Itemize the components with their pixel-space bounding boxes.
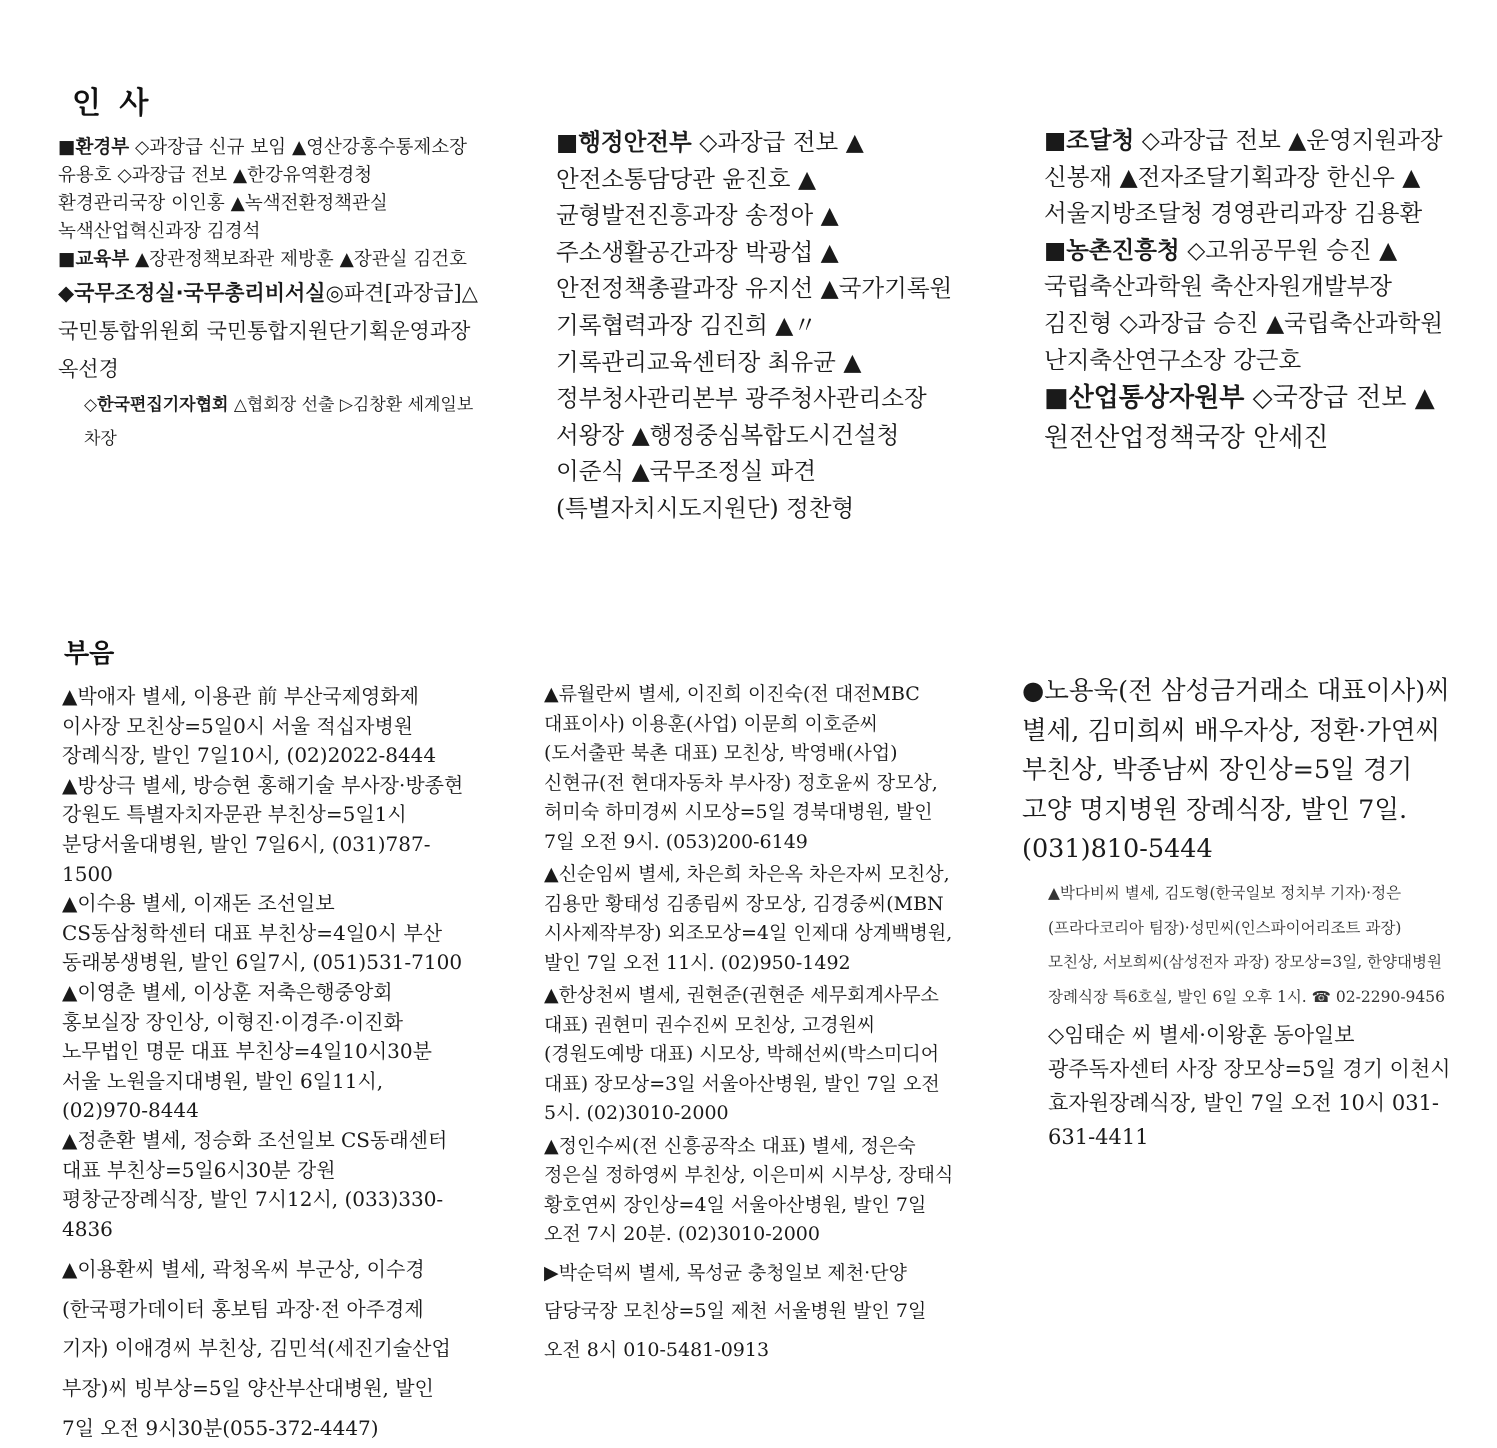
obituary-entry: ▲류월란씨 별세, 이진희 이진숙(전 대전MBC 대표이사) 이용훈(사업) 이문희 이호준씨(도서출판 북촌 대표) 모친상, 박영배(사업) 신현규(전 현대자동차 부사장) 정호윤씨 장모상, 허미숙 하미경씨 시모상=5일 경북대병원, 발인 7일 오전 9시. (053)200-6149 (544, 683, 938, 853)
obituary-column-3 (1022, 672, 1452, 1154)
personnel-entry-procurement (1044, 122, 1454, 232)
obituary-entry: ◇임태순 씨 별세·이왕훈 동아일보 광주독자센터 사장 장모상=5일 경기 이천시 효자원장례식장, 발인 7일 오전 10시 031-631-4411 (1048, 1023, 1451, 1150)
ministry-heading: ■환경부 (58, 137, 130, 158)
obituary-entry: ▲이영춘 별세, 이상훈 저축은행중앙회 홍보실장 장인상, 이형진·이경주·이진화 노무법인 명문 대표 부친상=4일10시30분 서울 노원을지대병원, 발인 6일11시, (02)970-8444 (62, 979, 432, 1123)
personnel-entry-education (58, 246, 478, 274)
entry-text: △협회장 선출 ▷김창환 세계일보 차장 (84, 395, 474, 449)
personnel-column-2 (556, 124, 956, 527)
obituary-entry: ▲방상극 별세, 방승현 홍해기술 부사장·방종현 강원도 특별자치자문관 부친상=5일1시 분당서울대병원, 발인 7일6시, (031)787-1500 (62, 772, 464, 886)
obituary-section-title: 부음 (64, 639, 115, 669)
phone-number: 02-2290-9456 (1330, 987, 1446, 1006)
obituary-entry (1022, 876, 1452, 1014)
entry-text: ▲장관정책보좌관 제방훈 ▲장관실 김건호 (129, 249, 468, 270)
ministry-heading: ■조달청 (1044, 126, 1135, 154)
entry-text: ◎파견[과장급]△국민통합위원회 국민통합지원단기획운영과장 옥선경 (58, 281, 478, 381)
personnel-entry-editors-association (58, 388, 478, 456)
obituary-entry: ▶박순덕씨 별세, 목성균 충청일보 제천·단양 담당국장 모친상=5일 제천 서울병원 발인 7일 오전 8시 010-5481-0913 (544, 1261, 927, 1361)
entry-text: ◇고위공무원 승진 ▲국립축산과학원 축산자원개발부장 김진형 ◇과장급 승진 ▲국립축산과학원 난지축산연구소장 강근호 (1044, 235, 1444, 374)
ministry-heading: ■농촌진흥청 (1044, 235, 1180, 264)
personnel-entry-pm-office (58, 274, 478, 388)
personnel-entry-rural-development (1044, 232, 1454, 378)
obituary-column-1 (62, 682, 472, 1448)
ministry-heading: ■교육부 (58, 249, 130, 270)
obituary-column-2 (544, 680, 954, 1369)
phone-icon: ☎ (1311, 987, 1331, 1006)
ministry-heading: ◆국무조정실·국무총리비서실 (58, 281, 326, 305)
personnel-entry-trade-industry (1044, 378, 1454, 458)
ministry-heading: ■산업통상자원부 (1044, 383, 1245, 414)
ministry-heading: ■행정안전부 (556, 128, 692, 156)
entry-text: ▲박다비씨 별세, 김도형(한국일보 정치부 기자)·정은(프라다코리아 팀장)·성민씨(인스파이어리조트 과장) 모친상, 서보희씨(삼성전자 과장) 장모상=3일, 한양대병원 장례식장 특6호실, 발인 6일 오후 1시. (1048, 883, 1442, 1006)
obituary-entry: ▲정춘환 별세, 정승화 조선일보 CS동래센터 대표 부친상=5일6시30분 강원 평창군장례식장, 발인 7시12시, (033)330-4836 (62, 1127, 448, 1241)
obituary-entry: ▲이용환씨 별세, 곽청옥씨 부군상, 이수경(한국평가데이터 홍보팀 과장·전 아주경제 기자) 이애경씨 부친상, 김민석(세진기술산업 부장)씨 빙부상=5일 양산부산대병원, 발인 7일 오전 9시30분(055-372-4447) (62, 1257, 451, 1440)
personnel-section-title: 인 사 (72, 86, 153, 121)
personnel-entry-interior-safety (556, 124, 956, 527)
obituary-entry: ▲한상천씨 별세, 권현준(권현준 세무회계사무소 대표) 권현미 권수진씨 모친상, 고경원씨(경원도예방 대표) 시모상, 박해선씨(박스미디어 대표) 장모상=3일 서울아산병원, 발인 7일 오전 5시. (02)3010-2000 (544, 984, 940, 1124)
personnel-column-1 (58, 134, 478, 456)
entry-text: ◇과장급 전보 ▲운영지원과장 신봉재 ▲전자조달기획과장 한신우 ▲서울지방조달청 경영관리과장 김용환 (1044, 126, 1443, 228)
obituary-entry: ●노용욱(전 삼성금거래소 대표이사)씨 별세, 김미희씨 배우자상, 정환·가연씨 부친상, 박종남씨 장인상=5일 경기 고양 명지병원 장례식장, 발인 7일. (031)810-5444 (1022, 676, 1450, 865)
obituary-entry: ▲이수용 별세, 이재돈 조선일보 CS동삼청학센터 대표 부친상=4일0시 부산 동래봉생병원, 발인 6일7시, (051)531-7100 (62, 891, 463, 975)
entry-text: ◇과장급 신규 보임 ▲영산강홍수통제소장 유용호 ◇과장급 전보 ▲한강유역환경청 환경관리국장 이인홍 ▲녹색전환정책관실 녹색산업혁신과장 김경석 (58, 137, 468, 242)
obituary-entry: ▲정인수씨(전 신흥공작소 대표) 별세, 정은숙 정은실 정하영씨 부친상, 이은미씨 시부상, 장태식 황호연씨 장인상=4일 서울아산병원, 발인 7일 오전 7시 20분. (02)3010-2000 (544, 1134, 954, 1245)
personnel-column-3 (1044, 122, 1454, 458)
entry-text: ◇과장급 전보 ▲안전소통담당관 윤진호 ▲균형발전진흥과장 송정아 ▲주소생활공간과장 박광섭 ▲안전정책총괄과장 유지선 ▲국가기록원 기록협력과장 김진희 ▲〃 기록관리교육센터장 최유균 ▲정부청사관리본부 광주청사관리소장 서왕장 ▲행정중심복합도시건설청 이준식 ▲국무조정실 파견(특별자치시도지원단) 정찬형 (556, 128, 953, 522)
obituary-entry: ▲신순임씨 별세, 차은희 차은옥 차은자씨 모친상, 김용만 황태성 김종림씨 장모상, 김경중씨(MBN 시사제작부장) 외조모상=4일 인제대 상계백병원, 발인 7일 오전 11시. (02)950-1492 (544, 863, 953, 974)
personnel-entry-environment (58, 134, 478, 246)
obituary-entry: ▲박애자 별세, 이용관 前 부산국제영화제 이사장 모친상=5일0시 서울 적십자병원 장례식장, 발인 7일10시, (02)2022-8444 (62, 684, 437, 768)
ministry-heading: ◇한국편집기자협회 (84, 395, 229, 415)
entry-text: ◇국장급 전보 ▲원전산업정책국장 안세진 (1044, 383, 1435, 454)
